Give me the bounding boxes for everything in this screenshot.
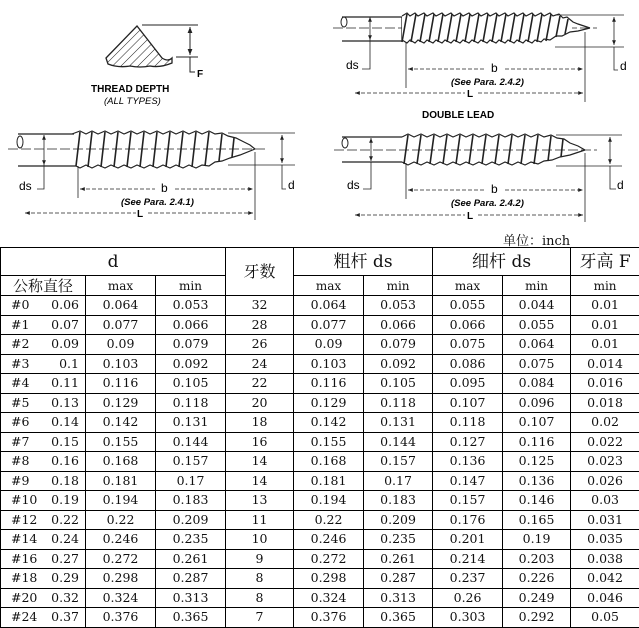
cell-fine-max: 0.237 <box>433 569 503 589</box>
cell-fine-max: 0.066 <box>433 315 503 335</box>
ds-label: ds <box>347 178 360 192</box>
cell-d-max: 0.116 <box>86 374 156 394</box>
cell-f-min: 0.046 <box>571 588 639 608</box>
see-para-label: (See Para. 2.4.2) <box>451 77 524 88</box>
nominal-value: 0.13 <box>51 394 79 412</box>
cell-threads: 8 <box>226 588 294 608</box>
cell-threads: 32 <box>226 296 294 316</box>
cell-threads: 20 <box>226 393 294 413</box>
d-label: d <box>288 178 295 192</box>
cell-fine-min: 0.292 <box>503 608 571 628</box>
header-threads: 牙数 <box>226 248 294 296</box>
cell-f-min: 0.01 <box>571 315 639 335</box>
cell-f-min: 0.01 <box>571 335 639 355</box>
cell-d-max: 0.064 <box>86 296 156 316</box>
cell-threads: 7 <box>226 608 294 628</box>
cell-f-min: 0.026 <box>571 471 639 491</box>
table-row <box>1 530 639 550</box>
size-number: #5 <box>11 394 29 412</box>
cell-d-min: 0.157 <box>156 452 226 472</box>
cell-coarse-max: 0.194 <box>294 491 364 511</box>
l-label: L <box>467 211 473 222</box>
ds-label: ds <box>346 58 359 72</box>
size-number: #0 <box>11 296 29 314</box>
cell-nominal <box>1 315 86 335</box>
cell-coarse-min: 0.209 <box>364 510 433 530</box>
cell-f-min: 0.018 <box>571 393 639 413</box>
table-row <box>1 413 639 433</box>
cell-fine-max: 0.201 <box>433 530 503 550</box>
cell-fine-max: 0.303 <box>433 608 503 628</box>
cell-f-min: 0.014 <box>571 354 639 374</box>
cell-d-min: 0.209 <box>156 510 226 530</box>
cell-coarse-min: 0.105 <box>364 374 433 394</box>
cell-fine-max: 0.118 <box>433 413 503 433</box>
cell-coarse-min: 0.235 <box>364 530 433 550</box>
nominal-value: 0.18 <box>51 472 79 490</box>
cell-nominal <box>1 588 86 608</box>
header-nominal: 公称直径 <box>1 276 86 296</box>
cell-nominal <box>1 530 86 550</box>
cell-threads: 28 <box>226 315 294 335</box>
cell-fine-max: 0.176 <box>433 510 503 530</box>
cell-f-min: 0.01 <box>571 296 639 316</box>
cell-d-min: 0.17 <box>156 471 226 491</box>
cell-threads: 10 <box>226 530 294 550</box>
table-row <box>1 491 639 511</box>
see-para-label: (See Para. 2.4.1) <box>121 197 194 208</box>
nominal-value: 0.22 <box>51 511 79 529</box>
cell-coarse-min: 0.053 <box>364 296 433 316</box>
double-lead-bottom-diagram <box>334 134 624 222</box>
cell-fine-min: 0.055 <box>503 315 571 335</box>
cell-d-max: 0.324 <box>86 588 156 608</box>
table-row <box>1 588 639 608</box>
cell-fine-max: 0.26 <box>433 588 503 608</box>
header-coarse-min: min <box>364 276 433 296</box>
cell-threads: 13 <box>226 491 294 511</box>
header-coarse-max: max <box>294 276 364 296</box>
nominal-value: 0.27 <box>51 550 79 568</box>
cell-d-max: 0.181 <box>86 471 156 491</box>
nominal-value: 0.11 <box>51 374 79 392</box>
cell-d-max: 0.09 <box>86 335 156 355</box>
thread-depth-title: THREAD DEPTH <box>91 84 169 95</box>
cell-coarse-min: 0.17 <box>364 471 433 491</box>
d-label: d <box>617 178 624 192</box>
cell-d-min: 0.105 <box>156 374 226 394</box>
cell-threads: 14 <box>226 452 294 472</box>
ds-label: ds <box>19 179 32 193</box>
double-lead-top-diagram <box>333 13 627 121</box>
size-number: #18 <box>11 569 37 587</box>
see-para-label: (See Para. 2.4.2) <box>451 198 524 209</box>
cell-fine-min: 0.146 <box>503 491 571 511</box>
cell-coarse-min: 0.079 <box>364 335 433 355</box>
nominal-value: 0.37 <box>51 608 79 626</box>
cell-d-min: 0.092 <box>156 354 226 374</box>
cell-threads: 9 <box>226 549 294 569</box>
nominal-value: 0.1 <box>59 355 79 373</box>
cell-f-min: 0.035 <box>571 530 639 550</box>
header-d-max: max <box>86 276 156 296</box>
cell-f-min: 0.03 <box>571 491 639 511</box>
nominal-value: 0.32 <box>51 589 79 607</box>
cell-d-min: 0.261 <box>156 549 226 569</box>
cell-fine-min: 0.165 <box>503 510 571 530</box>
cell-d-max: 0.103 <box>86 354 156 374</box>
table-row <box>1 471 639 491</box>
unit-label: 单位：inch <box>503 230 570 249</box>
size-number: #20 <box>11 589 37 607</box>
cell-fine-min: 0.084 <box>503 374 571 394</box>
cell-nominal <box>1 549 86 569</box>
cell-fine-max: 0.075 <box>433 335 503 355</box>
cell-f-min: 0.031 <box>571 510 639 530</box>
cell-coarse-min: 0.287 <box>364 569 433 589</box>
cell-fine-max: 0.086 <box>433 354 503 374</box>
cell-f-min: 0.022 <box>571 432 639 452</box>
b-label: b <box>161 181 168 195</box>
cell-coarse-max: 0.142 <box>294 413 364 433</box>
double-lead-caption: DOUBLE LEAD <box>422 110 494 121</box>
nominal-value: 0.14 <box>51 413 79 431</box>
cell-d-max: 0.272 <box>86 549 156 569</box>
nominal-value: 0.07 <box>51 316 79 334</box>
cell-d-min: 0.144 <box>156 432 226 452</box>
cell-threads: 22 <box>226 374 294 394</box>
cell-coarse-min: 0.092 <box>364 354 433 374</box>
table-row <box>1 296 639 316</box>
cell-coarse-max: 0.298 <box>294 569 364 589</box>
nominal-value: 0.19 <box>51 491 79 509</box>
cell-coarse-max: 0.272 <box>294 549 364 569</box>
table-row <box>1 354 639 374</box>
cell-coarse-max: 0.077 <box>294 315 364 335</box>
screw-spec-table <box>0 247 639 628</box>
table-row <box>1 510 639 530</box>
b-label: b <box>491 182 498 196</box>
cell-fine-min: 0.044 <box>503 296 571 316</box>
size-number: #4 <box>11 374 29 392</box>
cell-nominal <box>1 452 86 472</box>
size-number: #14 <box>11 530 37 548</box>
table-row <box>1 393 639 413</box>
cell-nominal <box>1 569 86 589</box>
cell-f-min: 0.038 <box>571 549 639 569</box>
nominal-value: 0.29 <box>51 569 79 587</box>
nominal-value: 0.06 <box>51 296 79 314</box>
cell-nominal <box>1 471 86 491</box>
cell-d-min: 0.365 <box>156 608 226 628</box>
thread-depth-subtitle: (ALL TYPES) <box>104 96 161 107</box>
cell-fine-max: 0.157 <box>433 491 503 511</box>
cell-coarse-max: 0.324 <box>294 588 364 608</box>
nominal-value: 0.09 <box>51 335 79 353</box>
size-number: #16 <box>11 550 37 568</box>
thread-depth-diagram <box>91 25 203 107</box>
header-d-min: min <box>156 276 226 296</box>
cell-coarse-max: 0.064 <box>294 296 364 316</box>
cell-d-max: 0.168 <box>86 452 156 472</box>
cell-fine-max: 0.095 <box>433 374 503 394</box>
size-number: #9 <box>11 472 29 490</box>
cell-coarse-max: 0.22 <box>294 510 364 530</box>
cell-nominal <box>1 374 86 394</box>
cell-coarse-min: 0.261 <box>364 549 433 569</box>
table-row <box>1 452 639 472</box>
size-number: #1 <box>11 316 29 334</box>
cell-d-min: 0.183 <box>156 491 226 511</box>
cell-coarse-min: 0.313 <box>364 588 433 608</box>
cell-coarse-max: 0.09 <box>294 335 364 355</box>
cell-d-max: 0.298 <box>86 569 156 589</box>
cell-threads: 16 <box>226 432 294 452</box>
cell-f-min: 0.02 <box>571 413 639 433</box>
cell-coarse-max: 0.181 <box>294 471 364 491</box>
cell-fine-max: 0.136 <box>433 452 503 472</box>
cell-fine-min: 0.136 <box>503 471 571 491</box>
cell-d-min: 0.235 <box>156 530 226 550</box>
cell-d-min: 0.287 <box>156 569 226 589</box>
table-row <box>1 549 639 569</box>
header-fine-max: max <box>433 276 503 296</box>
nominal-value: 0.24 <box>51 530 79 548</box>
cell-d-max: 0.376 <box>86 608 156 628</box>
cell-coarse-max: 0.246 <box>294 530 364 550</box>
cell-coarse-min: 0.066 <box>364 315 433 335</box>
cell-threads: 8 <box>226 569 294 589</box>
cell-d-max: 0.246 <box>86 530 156 550</box>
table-row <box>1 374 639 394</box>
cell-fine-min: 0.064 <box>503 335 571 355</box>
size-number: #12 <box>11 511 37 529</box>
cell-fine-max: 0.127 <box>433 432 503 452</box>
header-d: d <box>1 248 226 276</box>
cell-f-min: 0.042 <box>571 569 639 589</box>
size-number: #7 <box>11 433 29 451</box>
cell-threads: 14 <box>226 471 294 491</box>
cell-coarse-min: 0.365 <box>364 608 433 628</box>
d-label: d <box>620 59 627 73</box>
cell-d-max: 0.22 <box>86 510 156 530</box>
cell-d-max: 0.129 <box>86 393 156 413</box>
screw-diagrams <box>0 0 639 247</box>
cell-d-max: 0.194 <box>86 491 156 511</box>
cell-coarse-max: 0.168 <box>294 452 364 472</box>
cell-coarse-max: 0.116 <box>294 374 364 394</box>
cell-coarse-min: 0.144 <box>364 432 433 452</box>
cell-threads: 11 <box>226 510 294 530</box>
cell-coarse-max: 0.129 <box>294 393 364 413</box>
l-label: L <box>137 209 143 220</box>
cell-fine-max: 0.147 <box>433 471 503 491</box>
size-number: #2 <box>11 335 29 353</box>
table-row <box>1 315 639 335</box>
cell-fine-max: 0.214 <box>433 549 503 569</box>
cell-coarse-max: 0.376 <box>294 608 364 628</box>
cell-fine-min: 0.203 <box>503 549 571 569</box>
cell-nominal <box>1 432 86 452</box>
cell-threads: 18 <box>226 413 294 433</box>
cell-fine-min: 0.249 <box>503 588 571 608</box>
cell-nominal <box>1 354 86 374</box>
cell-d-min: 0.313 <box>156 588 226 608</box>
cell-nominal <box>1 296 86 316</box>
nominal-value: 0.16 <box>51 452 79 470</box>
nominal-value: 0.15 <box>51 433 79 451</box>
f-label: F <box>197 69 203 80</box>
cell-fine-min: 0.096 <box>503 393 571 413</box>
cell-nominal <box>1 510 86 530</box>
b-label: b <box>491 61 498 75</box>
table-row <box>1 569 639 589</box>
cell-d-min: 0.079 <box>156 335 226 355</box>
cell-nominal <box>1 608 86 628</box>
cell-coarse-min: 0.118 <box>364 393 433 413</box>
cell-coarse-min: 0.183 <box>364 491 433 511</box>
header-row-2 <box>1 276 639 296</box>
table-row <box>1 335 639 355</box>
header-coarse-ds: 粗杆 ds <box>294 248 433 276</box>
cell-fine-min: 0.19 <box>503 530 571 550</box>
cell-nominal <box>1 491 86 511</box>
size-number: #10 <box>11 491 37 509</box>
cell-coarse-min: 0.157 <box>364 452 433 472</box>
cell-fine-min: 0.226 <box>503 569 571 589</box>
header-f-min: min <box>571 276 639 296</box>
cell-threads: 24 <box>226 354 294 374</box>
header-row-1 <box>1 248 639 276</box>
cell-fine-min: 0.116 <box>503 432 571 452</box>
cell-nominal <box>1 413 86 433</box>
cell-fine-max: 0.055 <box>433 296 503 316</box>
cell-d-min: 0.066 <box>156 315 226 335</box>
cell-d-min: 0.118 <box>156 393 226 413</box>
size-number: #8 <box>11 452 29 470</box>
cell-coarse-min: 0.131 <box>364 413 433 433</box>
size-number: #3 <box>11 355 29 373</box>
cell-f-min: 0.05 <box>571 608 639 628</box>
cell-d-max: 0.077 <box>86 315 156 335</box>
table-row <box>1 608 639 628</box>
table-row <box>1 432 639 452</box>
single-lead-diagram <box>8 131 295 220</box>
cell-nominal <box>1 335 86 355</box>
cell-d-min: 0.131 <box>156 413 226 433</box>
cell-d-max: 0.142 <box>86 413 156 433</box>
cell-f-min: 0.023 <box>571 452 639 472</box>
header-fine-ds: 细杆 ds <box>433 248 571 276</box>
cell-f-min: 0.016 <box>571 374 639 394</box>
cell-threads: 26 <box>226 335 294 355</box>
cell-fine-max: 0.107 <box>433 393 503 413</box>
header-fine-min: min <box>503 276 571 296</box>
header-thread-height: 牙高 F <box>571 248 639 276</box>
cell-d-min: 0.053 <box>156 296 226 316</box>
cell-fine-min: 0.107 <box>503 413 571 433</box>
cell-fine-min: 0.125 <box>503 452 571 472</box>
cell-fine-min: 0.075 <box>503 354 571 374</box>
size-number: #6 <box>11 413 29 431</box>
cell-d-max: 0.155 <box>86 432 156 452</box>
cell-nominal <box>1 393 86 413</box>
cell-coarse-max: 0.155 <box>294 432 364 452</box>
l-label: L <box>467 89 473 100</box>
size-number: #24 <box>11 608 37 626</box>
cell-coarse-max: 0.103 <box>294 354 364 374</box>
